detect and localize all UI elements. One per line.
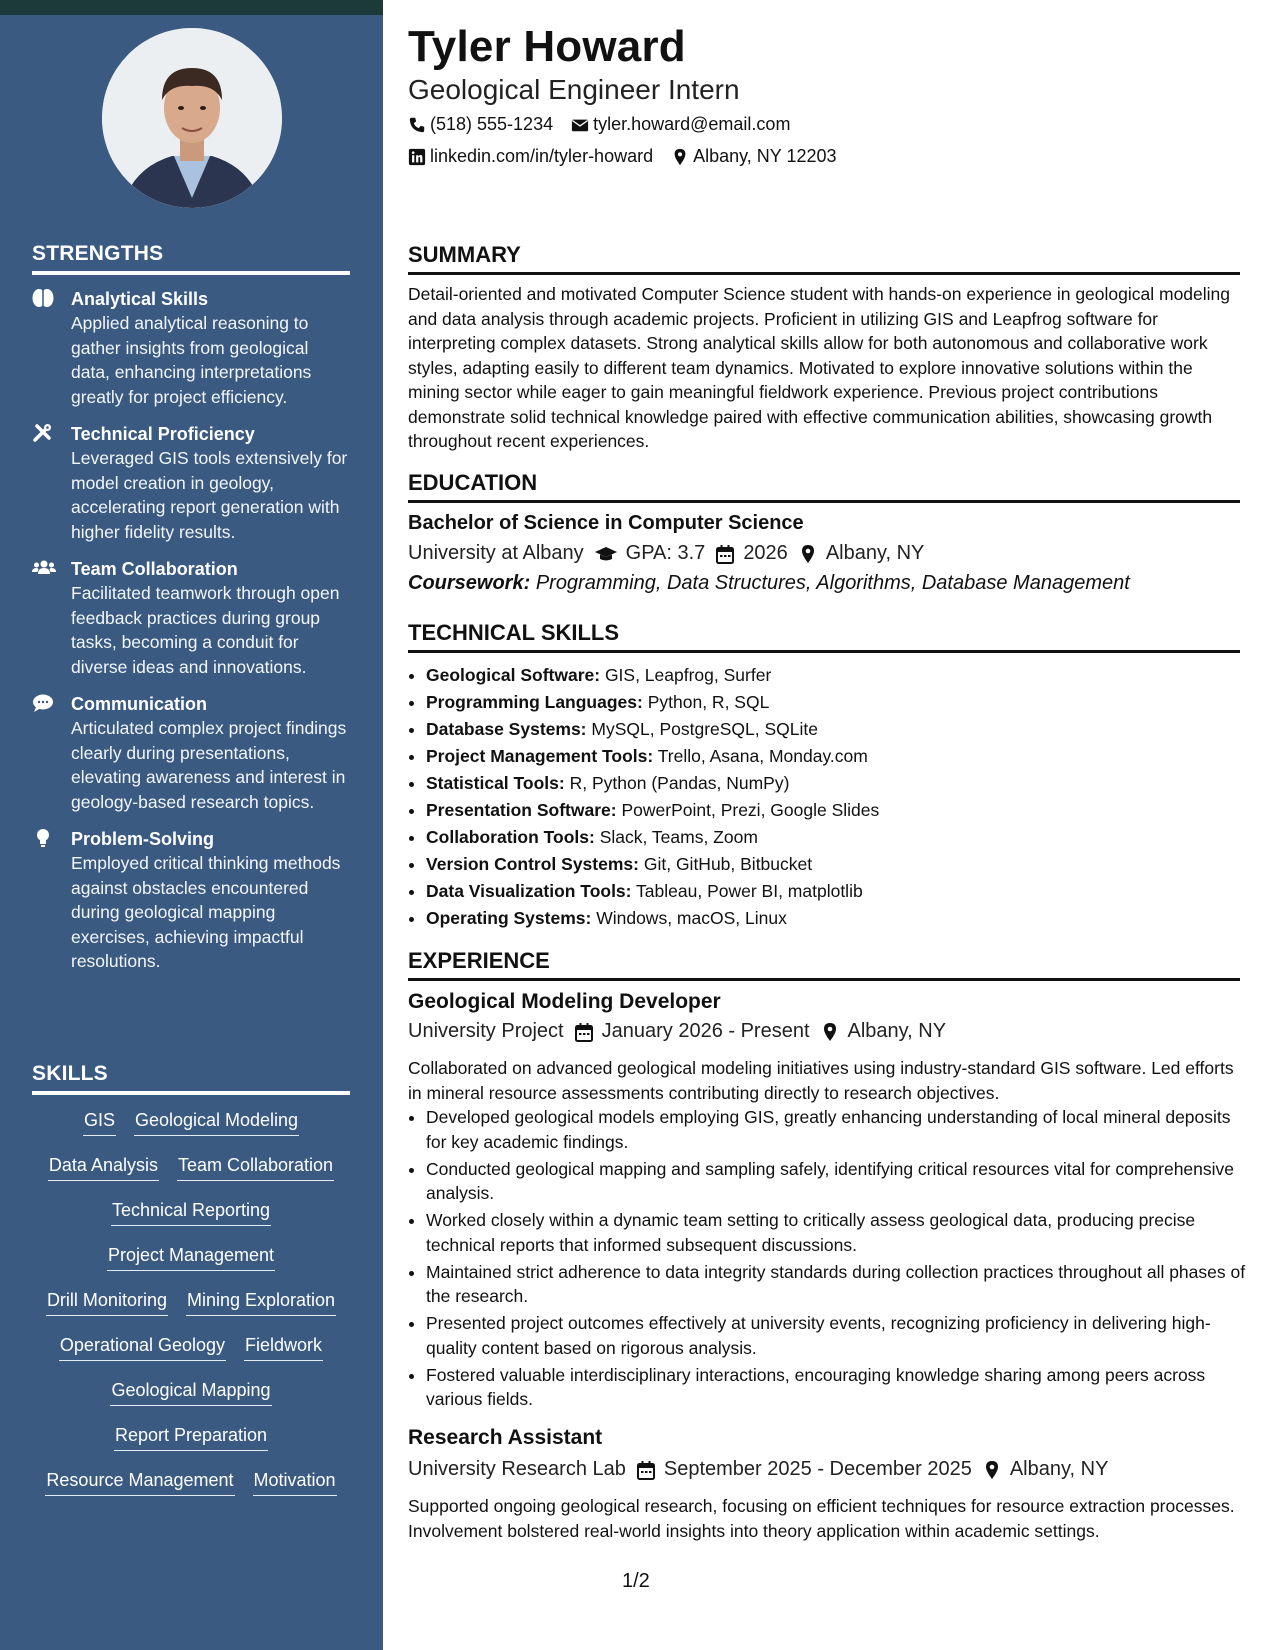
job-meta xyxy=(408,1458,1108,1481)
skill-chip: Project Management xyxy=(107,1243,275,1271)
list-item xyxy=(426,689,1246,716)
linkedin-item[interactable] xyxy=(408,146,653,167)
list-item xyxy=(426,662,1246,689)
skills-heading: SKILLS xyxy=(32,1062,350,1095)
skill-value: Windows, macOS, Linux xyxy=(596,908,787,928)
skill-chip: Report Preparation xyxy=(114,1423,268,1451)
coursework-label: Coursework: xyxy=(408,572,531,594)
skills-list xyxy=(32,1108,350,1513)
skill-chip: Geological Modeling xyxy=(134,1108,299,1136)
skill-value: R, Python (Pandas, NumPy) xyxy=(569,773,790,793)
list-item: • Worked closely within a dynamic team setting to critically assess geological data, producing precise technical reports that informed subsequent discussions. xyxy=(426,1208,1246,1257)
skill-value: PowerPoint, Prezi, Google Slides xyxy=(621,800,880,820)
list-item: • Developed geological models employing GIS, greatly enhancing understanding of local mineral deposits for key academic findings. xyxy=(426,1105,1246,1154)
calendar-icon xyxy=(636,1460,656,1480)
list-item xyxy=(426,851,1246,878)
list-item xyxy=(426,878,1246,905)
brain-icon xyxy=(32,288,56,310)
job-role-title: Research Assistant xyxy=(408,1426,603,1449)
skill-label: Operating Systems: xyxy=(426,908,592,928)
list-item xyxy=(426,905,1246,932)
coursework-list: Programming, Data Structures, Algorithms, Database Management xyxy=(535,572,1130,594)
skill-label: Project Management Tools: xyxy=(426,746,654,766)
skill-chip: GIS xyxy=(83,1108,116,1136)
list-item xyxy=(426,770,1246,797)
location-text: Albany, NY 12203 xyxy=(693,146,837,166)
list-item: • Maintained strict adherence to data integrity standards during collection practices throughout all phases of the research. xyxy=(426,1260,1246,1309)
lightbulb-icon xyxy=(32,828,56,850)
school-location: Albany, NY xyxy=(825,542,925,564)
job-description: Supported ongoing geological research, focusing on efficient techniques for resource extraction processes. Involvement bolstered real-world insights into theory application within academic settings. xyxy=(408,1496,1235,1541)
strength-desc: Employed critical thinking methods against obstacles encountered during geological mapping exercises, achieving impactful resolutions. xyxy=(71,853,341,971)
skill-label: Presentation Software: xyxy=(426,800,617,820)
skill-value: Slack, Teams, Zoom xyxy=(599,827,758,847)
strength-title: Problem-Solving xyxy=(71,829,215,849)
skill-chip: Geological Mapping xyxy=(110,1378,271,1406)
calendar-icon xyxy=(715,544,735,564)
candidate-name: Tyler Howard xyxy=(408,22,686,71)
education-meta xyxy=(408,542,924,565)
skill-chip: Team Collaboration xyxy=(177,1153,334,1181)
map-marker-icon xyxy=(820,1022,840,1042)
strength-item xyxy=(32,827,352,974)
skill-chip: Resource Management xyxy=(45,1468,234,1496)
job-dates: September 2025 - December 2025 xyxy=(663,1458,972,1480)
strength-desc: Facilitated teamwork through open feedback practices during group tasks, becoming a conduit for diverse ideas and innovations. xyxy=(71,583,340,677)
phone-number: (518) 555-1234 xyxy=(430,114,554,134)
skill-value: GIS, Leapfrog, Surfer xyxy=(604,665,772,685)
calendar-icon xyxy=(574,1022,594,1042)
job-org: University Research Lab xyxy=(408,1458,626,1480)
skill-label: Database Systems: xyxy=(426,719,587,739)
contact-row xyxy=(408,146,837,167)
graduation-year: 2026 xyxy=(743,542,788,564)
skill-label: Collaboration Tools: xyxy=(426,827,595,847)
skill-value: MySQL, PostgreSQL, SQLite xyxy=(591,719,818,739)
summary-text: Detail-oriented and motivated Computer Science student with hands-on experience in geological modeling and data analysis through academic projects. Proficient in utilizing GIS and Leapfrog software for interpreting complex datasets. Strong analytical skills allow for both autonomous and collaborative work styles, adapting easily to different team dynamics. Motivated to explore innovative solutions within the mining sector while eager to gain meaningful fieldwork experience. Previous project contributions demonstrate solid technical knowledge paired with effective communication abilities, showcasing growth throughout recent experiences. xyxy=(408,284,1231,451)
strength-title: Communication xyxy=(71,694,208,714)
linkedin-url[interactable]: linkedin.com/in/tyler-howard xyxy=(430,146,654,166)
technical-skills-list xyxy=(408,662,1246,932)
experience-heading: EXPERIENCE xyxy=(408,948,1240,981)
job-dates: January 2026 - Present xyxy=(601,1020,810,1042)
strength-desc: Leveraged GIS tools extensively for model creation in geology, accelerating report generation with higher fidelity results. xyxy=(71,448,348,542)
list-item: • Conducted geological mapping and sampling safely, identifying critical resources vital for comprehensive analysis. xyxy=(426,1157,1246,1206)
top-accent-bar xyxy=(0,0,383,15)
coursework xyxy=(408,572,1130,595)
skill-label: Geological Software: xyxy=(426,665,601,685)
strength-item xyxy=(32,692,352,814)
skill-value: Git, GitHub, Bitbucket xyxy=(643,854,813,874)
skill-value: Tableau, Power BI, matplotlib xyxy=(636,881,863,901)
degree-title: Bachelor of Science in Computer Science xyxy=(408,512,804,534)
envelope-icon xyxy=(571,116,589,134)
list-item: • Presented project outcomes effectively at university events, recognizing proficiency in delivering high-quality content based on rigorous analysis. xyxy=(426,1311,1246,1360)
strengths-heading: STRENGTHS xyxy=(32,242,350,275)
strength-title: Technical Proficiency xyxy=(71,424,255,444)
strength-item xyxy=(32,422,352,544)
job-role-title: Geological Modeling Developer xyxy=(408,990,721,1013)
skill-label: Data Visualization Tools: xyxy=(426,881,632,901)
skill-chip: Drill Monitoring xyxy=(46,1288,168,1316)
strength-desc: Applied analytical reasoning to gather insights from geological data, enhancing interpretations greatly for project efficiency. xyxy=(71,313,312,407)
job-meta xyxy=(408,1020,946,1043)
strength-item xyxy=(32,557,352,679)
phone-icon xyxy=(408,116,426,134)
tools-icon xyxy=(32,423,56,445)
skill-chip: Fieldwork xyxy=(244,1333,323,1361)
skill-chip: Mining Exploration xyxy=(186,1288,336,1316)
email-item[interactable] xyxy=(571,114,790,135)
strength-desc: Articulated complex project findings clearly during presentations, elevating awareness and interest in geology-based research topics. xyxy=(71,718,347,812)
map-marker-icon xyxy=(982,1460,1002,1480)
strengths-list xyxy=(32,287,352,987)
job-bullets xyxy=(408,1105,1246,1414)
skill-label: Version Control Systems: xyxy=(426,854,639,874)
summary-heading: SUMMARY xyxy=(408,242,1240,275)
avatar xyxy=(102,28,282,208)
list-item xyxy=(426,716,1246,743)
skill-label: Statistical Tools: xyxy=(426,773,565,793)
skill-chip: Data Analysis xyxy=(48,1153,159,1181)
job-description: Collaborated on advanced geological modeling initiatives using industry-standard GIS software. Led efforts in mineral resource assessments contributing directly to research objectives. xyxy=(408,1058,1234,1103)
list-item xyxy=(426,797,1246,824)
page-number: 1/2 xyxy=(622,1570,650,1592)
job-location: Albany, NY xyxy=(847,1020,947,1042)
job-location: Albany, NY xyxy=(1009,1458,1109,1480)
education-heading: EDUCATION xyxy=(408,470,1240,503)
map-marker-icon xyxy=(671,148,689,166)
comment-icon xyxy=(32,693,56,715)
technical-skills-heading: TECHNICAL SKILLS xyxy=(408,620,1240,653)
strength-title: Analytical Skills xyxy=(71,289,209,309)
map-marker-icon xyxy=(798,544,818,564)
skill-label: Programming Languages: xyxy=(426,692,643,712)
strength-title: Team Collaboration xyxy=(71,559,238,579)
list-item xyxy=(426,743,1246,770)
phone-item xyxy=(408,114,553,135)
location-item xyxy=(671,146,836,167)
contact-row xyxy=(408,114,790,135)
school-name: University at Albany xyxy=(408,542,584,564)
graduation-cap-icon xyxy=(594,544,618,564)
list-item: • Fostered valuable interdisciplinary interactions, encouraging knowledge sharing among peers across various fields. xyxy=(426,1363,1246,1412)
job-org: University Project xyxy=(408,1020,564,1042)
users-icon xyxy=(32,558,56,580)
skill-value: Python, R, SQL xyxy=(647,692,770,712)
linkedin-icon xyxy=(408,148,426,166)
strength-item xyxy=(32,287,352,409)
skill-value: Trello, Asana, Monday.com xyxy=(657,746,868,766)
skill-chip: Operational Geology xyxy=(59,1333,226,1361)
list-item xyxy=(426,824,1246,851)
email-address[interactable]: tyler.howard@email.com xyxy=(593,114,791,134)
job-title: Geological Engineer Intern xyxy=(408,74,740,105)
skill-chip: Technical Reporting xyxy=(111,1198,271,1226)
skill-chip: Motivation xyxy=(253,1468,337,1496)
sidebar xyxy=(0,0,383,1650)
gpa-text: GPA: 3.7 xyxy=(625,542,706,564)
